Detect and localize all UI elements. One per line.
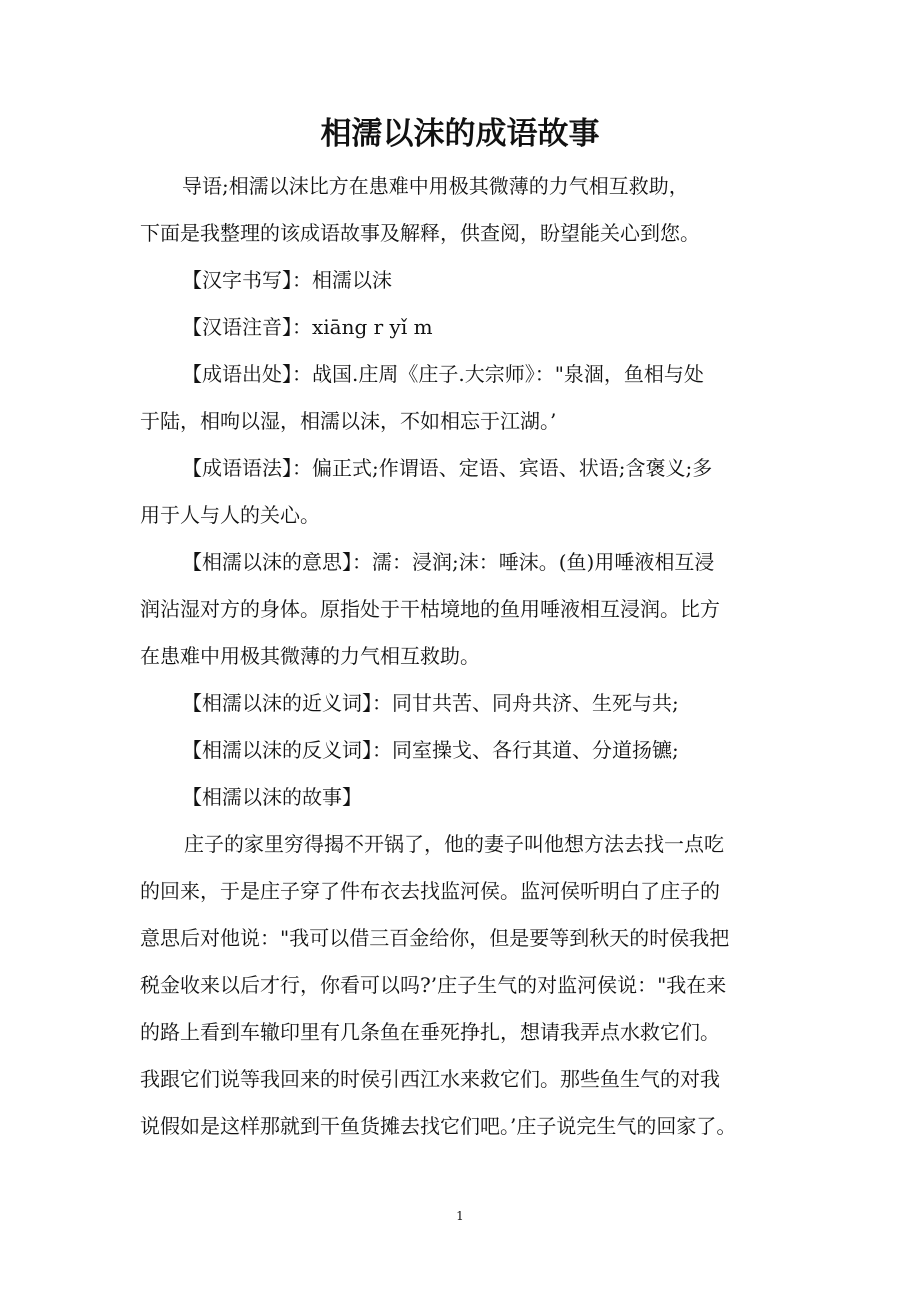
- paragraph-line: 【汉字书写】：相濡以沫: [182, 268, 392, 292]
- paragraph-line: 【成语语法】：偏正式;作谓语、定语、宾语、状语;含褒义;多: [182, 456, 713, 480]
- paragraph-story: [140, 821, 800, 1150]
- paragraph-line: 意思后对他说："我可以借三百金给你，但是要等到秋天的时侯我把: [140, 926, 730, 950]
- paragraph-line: 【相濡以沫的意思】：濡：浸润;沫：唾沫。(鱼)用唾液相互浸: [182, 550, 715, 574]
- paragraph-line: 导语;相濡以沫比方在患难中用极其微薄的力气相互救助，: [182, 174, 689, 198]
- paragraph-line: 【成语出处】：战国.庄周《庄子.大宗师》："泉涸，鱼相与处: [182, 362, 704, 386]
- paragraph-pinyin: [140, 304, 800, 351]
- paragraph-grammar: [140, 445, 800, 539]
- paragraph-line: 润沾湿对方的身体。原指处于干枯境地的鱼用唾液相互浸润。比方: [140, 597, 720, 621]
- paragraph-line: 说假如是这样那就到干鱼货摊去找它们吧。’庄子说完生气的回家了。: [140, 1114, 737, 1138]
- document-body: [140, 163, 800, 1150]
- paragraph-line: 【相濡以沫的故事】: [182, 785, 362, 809]
- paragraph-line: 于陆，相呴以湿，相濡以沫，不如相忘于江湖。’: [140, 409, 557, 433]
- paragraph-synonyms: [140, 680, 800, 727]
- page-number: 1: [456, 1209, 464, 1223]
- paragraph-line: 【汉语注音】：xiāng r yǐ m: [182, 315, 433, 339]
- paragraph-line: 的路上看到车辙印里有几条鱼在垂死挣扎，想请我弄点水救它们。: [140, 1020, 720, 1044]
- paragraph-line: 我跟它们说等我回来的时侯引西江水来救它们。那些鱼生气的对我: [140, 1067, 720, 1091]
- paragraph-story-heading: [140, 774, 800, 821]
- paragraph-line: 下面是我整理的该成语故事及解释，供查阅，盼望能关心到您。: [140, 221, 700, 245]
- paragraph-source: [140, 351, 800, 445]
- paragraph-line: 【相濡以沫的反义词】：同室操戈、各行其道、分道扬镳;: [182, 738, 679, 762]
- paragraph-line: 税金收来以后才行，你看可以吗?’庄子生气的对监河侯说："我在来: [140, 973, 727, 997]
- paragraph-line: 庄子的家里穷得揭不开锅了，他的妻子叫他想方法去找一点吃: [184, 832, 724, 856]
- document-title: 相濡以沫的成语故事: [320, 116, 600, 152]
- paragraph-writing: [140, 257, 800, 304]
- paragraph-antonyms: [140, 727, 800, 774]
- paragraph-line: 的回来，于是庄子穿了件布衣去找监河侯。监河侯听明白了庄子的: [140, 879, 720, 903]
- paragraph-line: 在患难中用极其微薄的力气相互救助。: [140, 644, 480, 668]
- paragraph-meaning: [140, 539, 800, 680]
- paragraph-line: 用于人与人的关心。: [140, 503, 320, 527]
- paragraph-line: 【相濡以沫的近义词】：同甘共苦、同舟共济、生死与共;: [182, 691, 679, 715]
- paragraph-intro: [140, 163, 800, 257]
